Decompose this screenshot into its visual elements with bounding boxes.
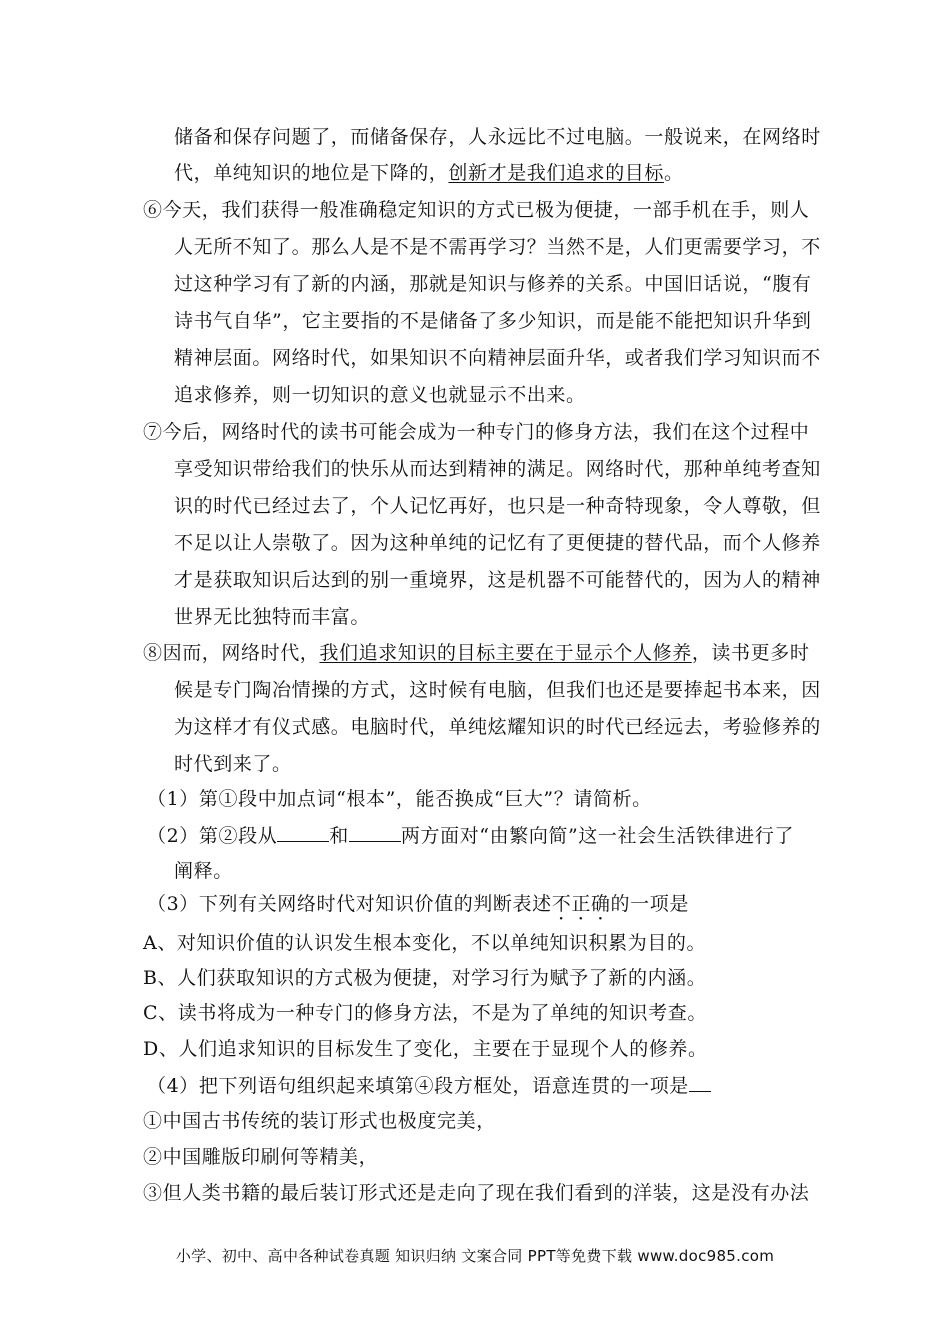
q3-post: 的一项是 [610, 893, 689, 915]
p6-line-5: 精神层面。网络时代，如果知识不向精神层面升华，或者我们学习知识而不 [174, 347, 821, 369]
q4-sentence-3: ③但人类书籍的最后装订形式还是走向了现在我们看到的洋装，这是没有办法 [143, 1182, 810, 1204]
option-c: C、读书将成为一种专门的修身方法，不是为了单纯的知识考查。 [143, 1002, 707, 1024]
q4-sentence-2: ②中国雕版印刷何等精美， [143, 1146, 379, 1168]
answer-blank-1[interactable] [277, 823, 329, 842]
underlined-phrase: 创新才是我们追求的目标 [448, 162, 665, 184]
q2-post: 两方面对“由繁向简”这一社会生活铁律进行了 [400, 825, 794, 847]
p6-line-3: 过这种学习有了新的内涵，那就是知识与修养的关系。中国旧话说，“腹有 [174, 273, 812, 295]
question-3 [147, 892, 689, 916]
p8-line-3: 为这样才有仪式感。电脑时代，单纯炫耀知识的时代已经远去，考验修养的 [174, 716, 821, 738]
p7-line-4: 不足以让人崇敬了。因为这种单纯的记忆有了更便捷的替代品，而个人修养 [174, 532, 821, 554]
p7-line-3: 识的时代已经过去了，个人记忆再好，也只是一种奇特现象，令人尊敬，但 [174, 495, 821, 517]
question-2 [147, 823, 794, 848]
question-2-line-2: 阐释。 [174, 860, 233, 882]
question-1: （1）第①段中加点词“根本”，能否换成“巨大”？请简析。 [147, 788, 652, 810]
answer-blank-2[interactable] [349, 823, 401, 842]
q2-pre: （2）第②段从 [147, 825, 278, 847]
p8-line-2: 候是专门陶冶情操的方式，这时候有电脑，但我们也还是要捧起书本来，因 [174, 679, 821, 701]
q4-sentence-1: ①中国古书传统的装订形式也极度完美， [143, 1110, 496, 1132]
p6-line-6: 追求修养，则一切知识的意义也就显示不出来。 [174, 384, 586, 406]
p8-line-1-pre: ⑧因而，网络时代， [143, 642, 320, 664]
p6-line-2: 人无所不知了。那么人是不是不需再学习？当然不是，人们更需要学习，不 [174, 236, 821, 258]
q3-pre: （3）下列有关网络时代对知识价值的判断表述 [147, 893, 552, 915]
p6-line-4: 诗书气自华”，它主要指的不是储备了多少知识，而是能不能把知识升华到 [174, 310, 812, 332]
option-d: D、人们追求知识的目标发生了变化，主要在于显现个人的修养。 [143, 1038, 708, 1060]
answer-blank-3[interactable] [689, 1073, 711, 1092]
option-b: B、人们获取知识的方式极为便捷，对学习行为赋予了新的内涵。 [143, 967, 707, 989]
p6-line-1: ⑥今天，我们获得一般准确稳定知识的方式已极为便捷，一部手机在手，则人 [143, 199, 810, 221]
p8-line-1 [143, 641, 809, 665]
p5-line-2 [174, 161, 684, 185]
p5-line-2-pre: 代，单纯知识的地位是下降的， [174, 162, 449, 184]
p7-line-1: ⑦今后，网络时代的读书可能会成为一种专门的修身方法，我们在这个过程中 [143, 421, 810, 443]
p5-line-1: 储备和保存问题了，而储备保存，人永远比不过电脑。一般说来，在网络时 [174, 126, 821, 148]
question-4 [147, 1073, 711, 1098]
p5-line-2-post: 。 [664, 162, 684, 184]
q4-text: （4）把下列语句组织起来填第④段方框处，语意连贯的一项是 [147, 1075, 689, 1097]
emphasis-dot-char: 不 [551, 893, 572, 915]
emphasis-dot-char: 正 [571, 893, 591, 915]
q2-mid: 和 [329, 825, 349, 847]
p8-line-1-post: ，读书更多时 [691, 642, 810, 664]
option-a: A、对知识价值的认识发生根本变化，不以单纯知识积累为目的。 [143, 932, 707, 954]
p7-line-2: 享受知识带给我们的快乐从而达到精神的满足。网络时代，那种单纯考查知 [174, 458, 821, 480]
emphasis-dot-char: 确 [590, 893, 611, 915]
underlined-phrase: 我们追求知识的目标主要在于显示个人修养 [319, 642, 692, 664]
page-footer: 小学、初中、高中各种试卷真题 知识归纳 文案合同 PPT等免费下载 www.doc985.com [175, 1247, 775, 1265]
p8-line-4: 时代到来了。 [174, 753, 292, 775]
p7-line-6: 世界无比独特而丰富。 [174, 606, 371, 628]
p7-line-5: 才是获取知识后达到的别一重境界，这是机器不可能替代的，因为人的精神 [174, 569, 821, 591]
